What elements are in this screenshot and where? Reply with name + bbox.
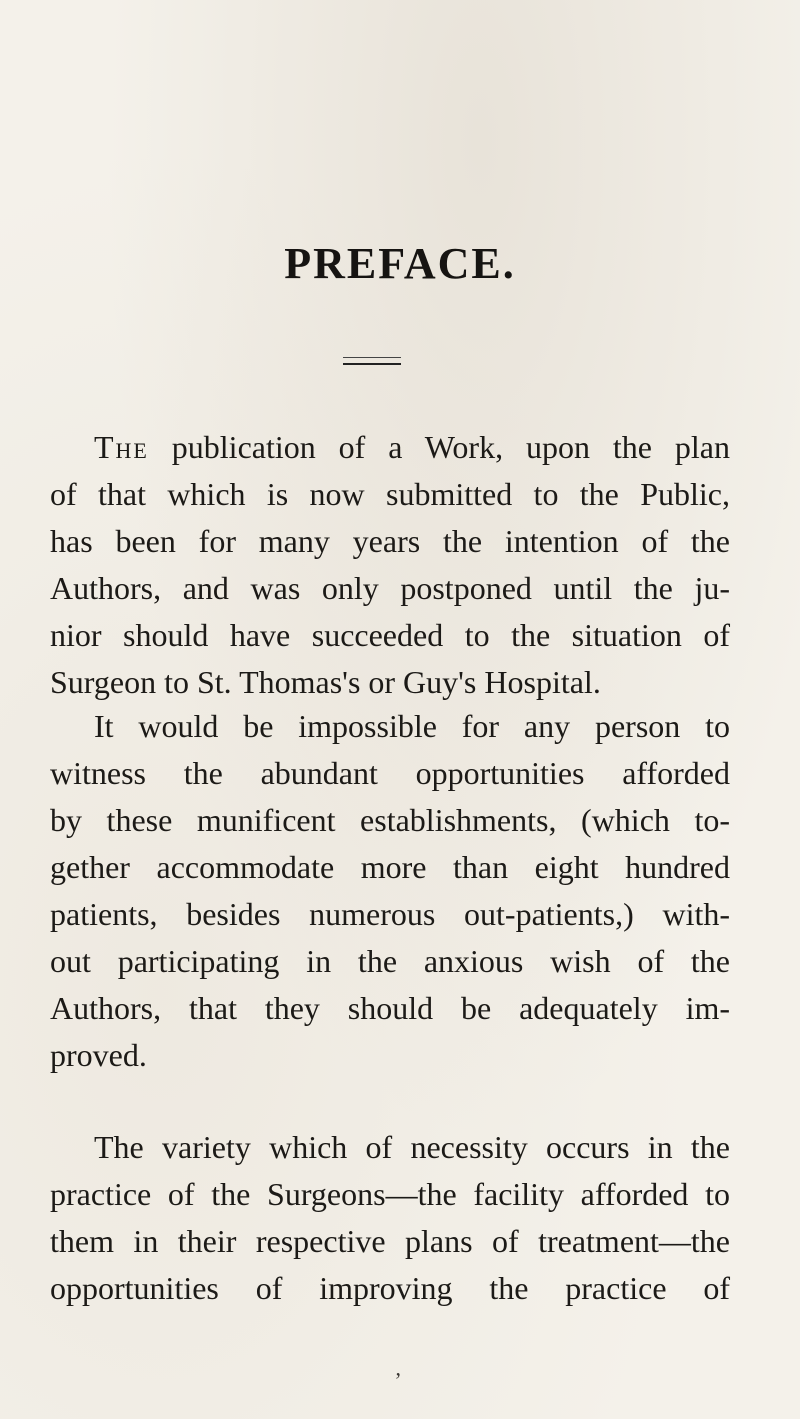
signature-mark: ʼ [394, 1368, 402, 1393]
paragraph-1 [50, 424, 730, 706]
paragraph-3 [50, 1124, 730, 1312]
paragraph-line: The publication of a Work, upon the plan [94, 429, 730, 465]
paragraph-line: out participating in the anxious wish of the [50, 943, 730, 979]
paragraph-line: Authors, that they should be adequately im- [50, 990, 730, 1026]
paragraph-2 [50, 703, 730, 1079]
paragraph-line: Surgeon to St. Thomas's or Guy's Hospital. [50, 664, 601, 700]
paragraph-line: The variety which of necessity occurs in the [94, 1129, 730, 1165]
paragraph-line: practice of the Surgeons—the facility afforded to [50, 1176, 730, 1212]
paragraph-line: It would be impossible for any person to [94, 708, 730, 744]
paragraph-line: witness the abundant opportunities afforded [50, 755, 730, 791]
paragraph-line: patients, besides numerous out-patients,) with- [50, 896, 730, 932]
paragraph-line: nior should have succeeded to the situation of [50, 617, 730, 653]
paragraph-line: Authors, and was only postponed until the ju- [50, 570, 730, 606]
paragraph-line: them in their respective plans of treatment—the [50, 1223, 730, 1259]
paragraph-line: by these munificent establishments, (which to- [50, 802, 730, 838]
paragraph-line: proved. [50, 1037, 147, 1073]
first-word: The [94, 429, 149, 465]
paragraph-line: has been for many years the intention of the [50, 523, 730, 559]
paragraph-line: opportunities of improving the practice of [50, 1270, 730, 1306]
title-rule-divider [343, 357, 401, 365]
paragraph-line: gether accommodate more than eight hundred [50, 849, 730, 885]
page-title: PREFACE. [284, 239, 516, 288]
paragraph-line: of that which is now submitted to the Public, [50, 476, 730, 512]
